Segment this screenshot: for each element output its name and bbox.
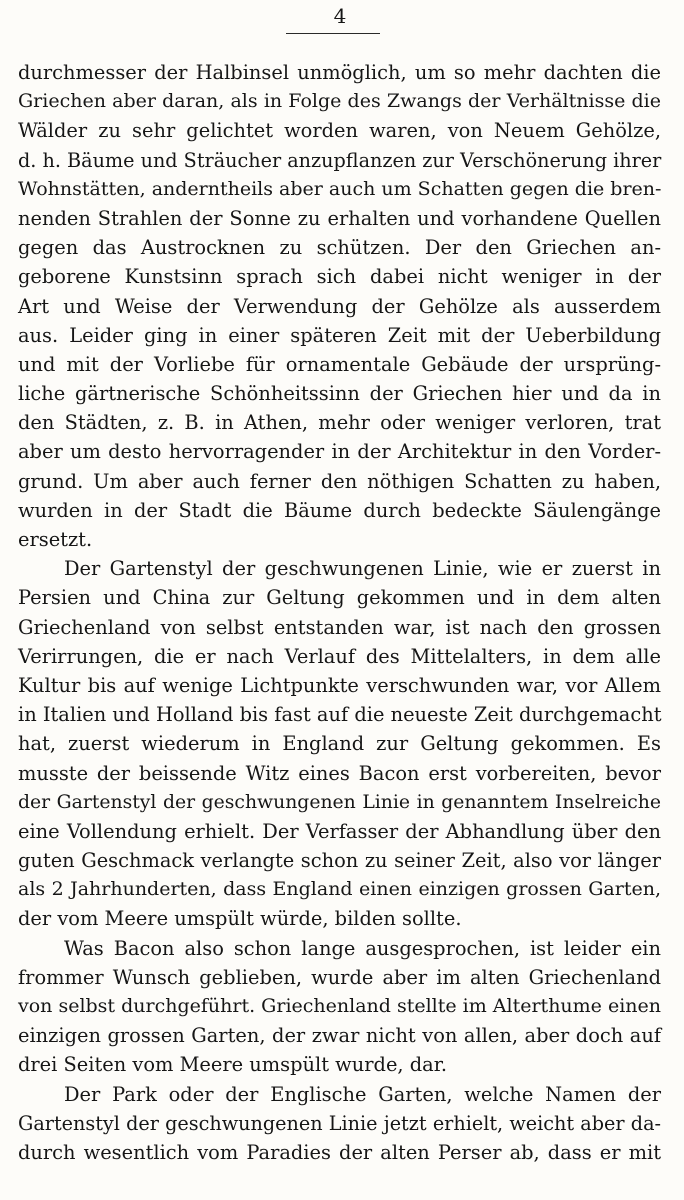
text-line: Persien und China zur Geltung gekommen und in dem alten <box>18 586 661 610</box>
paragraph-2 <box>18 554 661 933</box>
text-line: in Italien und Holland bis fast auf die neueste Zeit durchgemacht <box>18 703 662 727</box>
paragraph-4 <box>18 1080 661 1168</box>
text-line: Was Bacon also schon lange ausgesprochen, ist leider ein <box>64 936 661 960</box>
text-line: durch wesentlich vom Paradies der alten Perser ab, dass er mit <box>18 1140 661 1164</box>
paragraph-1 <box>18 58 661 554</box>
text-line: Der Park oder der Englische Garten, welche Namen der <box>64 1082 661 1106</box>
text-line: wurden in der Stadt die Bäume durch bedeckte Säulengänge <box>18 498 661 522</box>
text-line: Griechenland von selbst entstanden war, ist nach den grossen <box>18 615 661 639</box>
text-line: hat, zuerst wiederum in England zur Geltung gekommen. Es <box>18 732 661 756</box>
text-line: durchmesser der Halbinsel unmöglich, um so mehr dachten die <box>18 61 661 84</box>
text-line: der vom Meere umspült würde, bilden sollte. <box>18 907 462 931</box>
text-line: Art und Weise der Verwendung der Gehölze als ausserdem <box>18 294 661 318</box>
body-text <box>18 58 661 1167</box>
text-line: der Gartenstyl der geschwungenen Linie in genanntem Inselreiche <box>18 791 661 813</box>
text-line: als 2 Jahrhunderten, dass England einen einzigen grossen Garten, <box>18 878 661 901</box>
text-line: musste der beissende Witz eines Bacon erst vorbereiten, bevor <box>18 761 661 785</box>
text-line: d. h. Bäume und Sträucher anzupflanzen zur Verschönerung ihrer <box>18 148 662 172</box>
text-line: ersetzt. <box>18 528 93 551</box>
text-line: Wälder zu sehr gelichtet worden waren, von Neuem Gehölze, <box>18 119 661 143</box>
page-number: 4 <box>333 4 347 28</box>
paragraph-3 <box>18 934 661 1080</box>
text-line: liche gärtnerische Schönheitssinn der Griechen hier und da in <box>18 382 661 406</box>
text-line: frommer Wunsch geblieben, wurde aber im alten Griechenland <box>18 965 661 989</box>
text-line: geborene Kunstsinn sprach sich dabei nicht weniger in der <box>18 265 661 289</box>
text-line: guten Geschmack verlangte schon zu seiner Zeit, also vor länger <box>18 849 661 873</box>
text-line: aus. Leider ging in einer späteren Zeit mit der Ueberbildung <box>18 323 661 347</box>
text-line: eine Vollendung erhielt. Der Verfasser der Abhandlung über den <box>18 819 661 843</box>
text-line: Wohnstätten, anderntheils aber auch um Schatten gegen die bren- <box>18 177 662 200</box>
header-rule <box>286 33 380 34</box>
text-line: grund. Um aber auch ferner den nöthigen Schatten zu haben, <box>18 469 661 493</box>
text-line: Gartenstyl der geschwungenen Linie jetzt erhielt, weicht aber da- <box>18 1111 661 1135</box>
text-line: Kultur bis auf wenige Lichtpunkte verschwunden war, vor Allem <box>18 673 661 697</box>
text-line: den Städten, z. B. in Athen, mehr oder weniger verloren, trat <box>18 411 661 435</box>
text-line: Griechen aber daran, als in Folge des Zwangs der Verhältnisse die <box>18 90 661 113</box>
text-line: nenden Strahlen der Sonne zu erhalten und vorhandene Quellen <box>18 206 661 230</box>
text-line: aber um desto hervorragender in der Architektur in den Vorder- <box>18 440 661 464</box>
text-line: und mit der Vorliebe für ornamentale Gebäude der ursprüng- <box>18 352 661 376</box>
text-line: gegen das Austrocknen zu schützen. Der den Griechen an- <box>18 236 661 260</box>
text-line: drei Seiten vom Meere umspült wurde, dar. <box>18 1053 448 1077</box>
text-line: einzigen grossen Garten, der zwar nicht von allen, aber doch auf <box>18 1024 661 1048</box>
text-line: von selbst durchgeführt. Griechenland stellte im Alterthume einen <box>18 995 662 1017</box>
text-line: Verirrungen, die er nach Verlauf des Mittelalters, in dem alle <box>18 644 661 668</box>
text-line: Der Gartenstyl der geschwungenen Linie, wie er zuerst in <box>64 557 661 581</box>
